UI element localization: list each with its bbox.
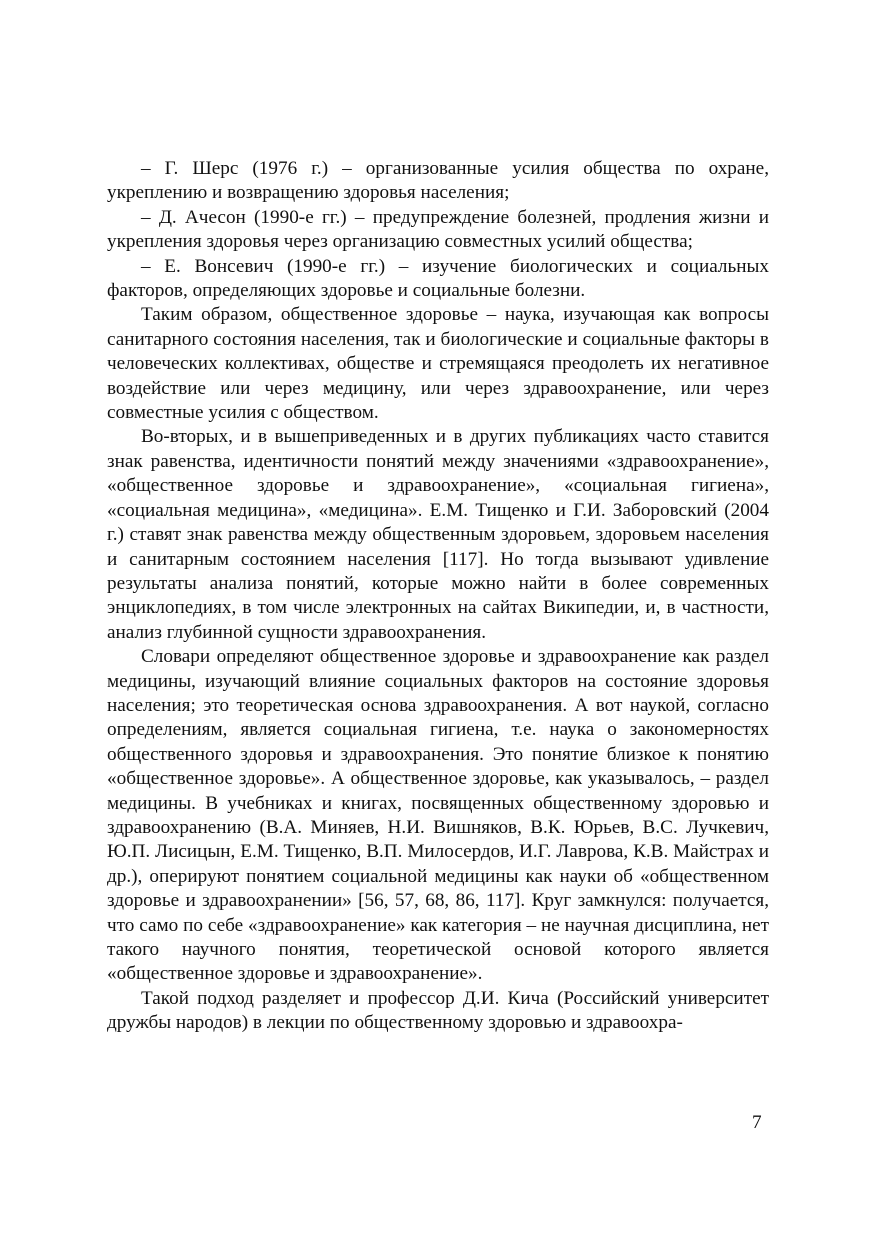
paragraph-acheson: – Д. Ачесон (1990-е гг.) – предупреждение болезней, продления жизни и укрепления здоровья через организацию совместных усилий общества; [107,206,769,253]
page-body [107,157,769,1036]
paragraph-dictionaries: Словари определяют общественное здоровье и здравоохранение как раздел медицины, изучающий влияние социальных факторов на состояние здоровья населения; это теоретическая основа здравоохранения. А вот наукой, согласно определениям, является социальная гигиена, т.е. наука о закономерностях общественного здоровья и здравоохранения. Это понятие близкое к понятию «общественное здоровье». А общественное здоровье, как указывалось, – раздел медицины. В учебниках и книгах, посвященных общественному здоровью и здравоохранению (В.А. Миняев, Н.И. Вишняков, В.К. Юрьев, В.С. Лучкевич, Ю.П. Лисицын, Е.М. Тищенко, В.П. Милосердов, И.Г. Лаврова, К.В. Майстрах и др.), оперируют понятием социальной медицины как науки об «общественном здоровье и здравоохранении» [56, 57, 68, 86, 117]. Круг замкнулся: получается, что само по себе «здравоохранение» как категория – не научная дисциплина, нет такого научного понятия, теоретической основой которого является «общественное здоровье и здравоохранение». [107,646,769,985]
paragraph-shers: – Г. Шерс (1976 г.) – организованные усилия общества по охране, укреплению и возвращению здоровья населения; [107,158,769,204]
paragraph-conclusion: Таким образом, общественное здоровье – наука, изучающая как вопросы санитарного состояния населения, так и биологические и социальные факторы в человеческих коллективах, обществе и стремящаяся преодолеть их негативное воздействие или через медицину, или через здравоохранение, или через совместные усилия с обществом. [107,304,769,424]
paragraph-kicha: Такой подход разделяет и профессор Д.И. Кича (Российский университет дружбы народов) в лекции по общественному здоровью и здравоохра- [107,987,769,1034]
page-number: 7 [752,1112,762,1133]
paragraph-vonsevich: – Е. Вонсевич (1990-е гг.) – изучение биологических и социальных факторов, определяющих здоровье и социальные болезни. [107,255,769,302]
paragraph-secondly: Во-вторых, и в вышеприведенных и в других публикациях часто ставится знак равенства, идентичности понятий между значениями «здравоохранение», «общественное здоровье и здравоохранение», «социальная гигиена», «социальная медицина», «медицина». Е.М. Тищенко и Г.И. Заборовский (2004 г.) ставят знак равенства между общественным здоровьем, здоровьем населения и санитарным состоянием населения [117]. Но тогда вызывают удивление результаты анализа понятий, которые можно найти в более современных энциклопедиях, в том числе электронных на сайтах Википедии, и, в частности, анализ глубинной сущности здравоохранения. [107,426,769,643]
